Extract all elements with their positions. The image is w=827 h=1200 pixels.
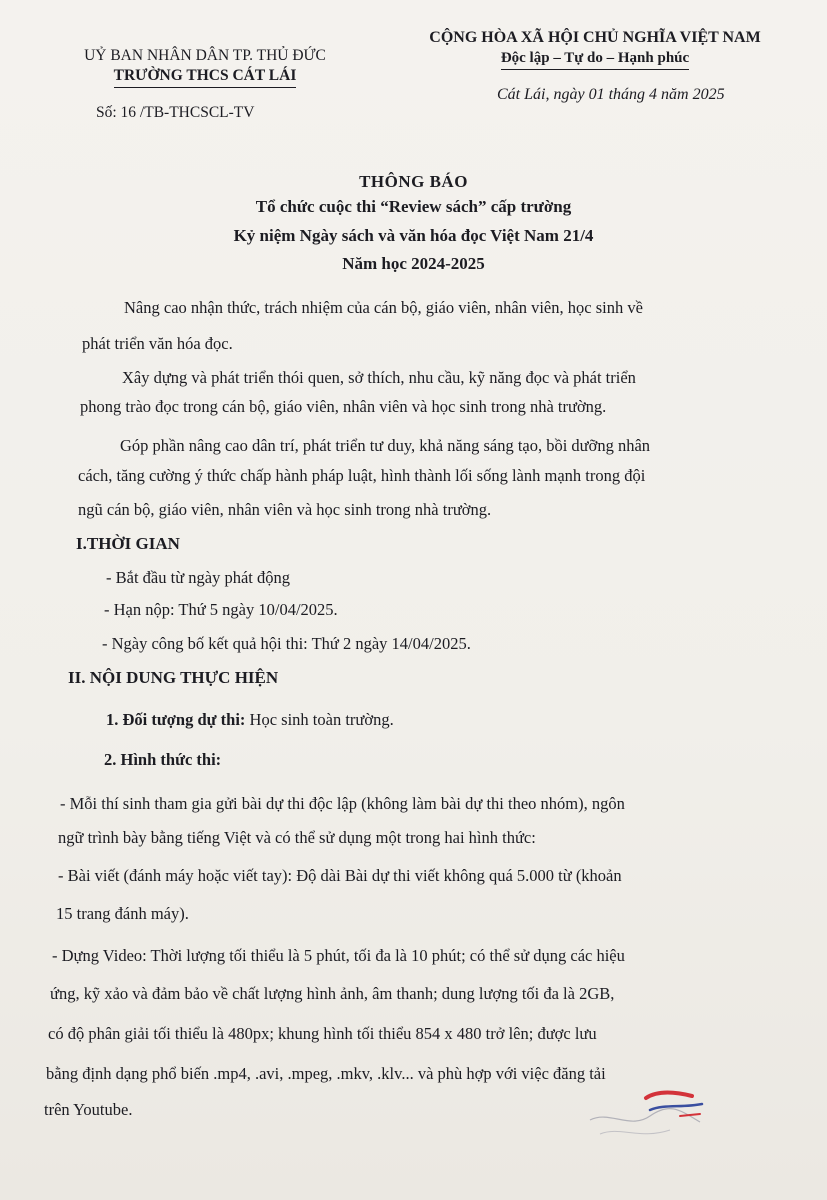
section2-bullet1-line2: ngữ trình bày bằng tiếng Việt và có thể sử dụng một trong hai hình thức: [58,828,536,847]
section2-bullet1-line1: - Mỗi thí sinh tham gia gửi bài dự thi độc lập (không làm bài dự thi theo nhóm), ngôn [60,794,625,813]
document-number: Số: 16 /TB-THCSCL-TV [96,104,255,121]
section2-bullet2-line2: 15 trang đánh máy). [56,904,189,923]
intro-p2-line2: phong trào đọc trong cán bộ, giáo viên, nhân viên và học sinh trong nhà trường. [80,397,607,416]
document-subtitle-3: Năm học 2024-2025 [342,254,485,273]
intro-p1-line2: phát triển văn hóa đọc. [82,334,233,353]
document-date: Cát Lái, ngày 01 tháng 4 năm 2025 [497,86,725,103]
section2-sub1-label: 1. Đối tượng dự thi: [106,710,246,729]
section1-item1: - Bắt đầu từ ngày phát động [106,568,290,587]
section2-sub2-label: 2. Hình thức thi: [104,750,222,769]
national-motto-block [385,28,805,70]
section2-bullet3-line1: - Dựng Video: Thời lượng tối thiểu là 5 phút, tối đa là 10 phút; có thể sử dụng các hiệu [52,946,625,965]
section1-heading: I.THỜI GIAN [76,534,180,553]
stamp-mark [640,1086,710,1122]
section2-sub1 [106,710,394,730]
intro-p2-line1: Xây dựng và phát triển thói quen, sở thích, nhu cầu, kỹ năng đọc và phát triển [122,368,636,387]
issuer-block [40,46,370,88]
intro-p3-line1: Góp phần nâng cao dân trí, phát triển tư duy, khả năng sáng tạo, bồi dưỡng nhân [120,436,651,455]
section2-bullet3-line4: bằng định dạng phổ biến .mp4, .avi, .mpeg, .mkv, .klv... và phù hợp với việc đăng tải [46,1064,606,1083]
intro-p3-line3: ngũ cán bộ, giáo viên, nhân viên và học sinh trong nhà trường. [78,500,492,519]
section1-item2: - Hạn nộp: Thứ 5 ngày 10/04/2025. [104,600,338,619]
issuer-school [40,66,370,88]
section2-bullet3-line5: trên Youtube. [44,1100,133,1119]
motto-wrap [385,48,805,70]
section2-bullet2-line1: - Bài viết (đánh máy hoặc viết tay): Độ dài Bài dự thi viết không quá 5.000 từ (khoản [58,866,622,885]
document-subtitle-1: Tổ chức cuộc thi “Review sách” cấp trường [255,197,572,216]
document-subtitle-2: Kỷ niệm Ngày sách và văn hóa đọc Việt Nam 21/4 [233,226,594,245]
section2-bullet3-line3: có độ phân giải tối thiểu là 480px; khung hình tối thiểu 854 x 480 trở lên; được lưu [48,1024,597,1043]
intro-p1-line1: Nâng cao nhận thức, trách nhiệm của cán bộ, giáo viên, nhân viên, học sinh về [124,298,643,317]
section2-bullet3-line2: ứng, kỹ xảo và đảm bảo về chất lượng hình ảnh, âm thanh; dung lượng tối đa là 2GB, [50,984,615,1003]
section2-sub1-text: Học sinh toàn trường. [245,710,394,729]
issuer-authority: UỶ BAN NHÂN DÂN TP. THỦ ĐỨC [84,47,326,64]
intro-p3-line2: cách, tăng cường ý thức chấp hành pháp luật, hình thành lối sống lành mạnh trong đội [78,466,646,485]
national-title: CỘNG HÒA XÃ HỘI CHỦ NGHĨA VIỆT NAM [429,29,761,46]
section2-heading: II. NỘI DUNG THỰC HIỆN [68,668,279,687]
national-motto: Độc lập – Tự do – Hạnh phúc [501,48,689,70]
document-title: THÔNG BÁO [359,172,468,191]
issuer-school-name: TRƯỜNG THCS CÁT LÁI [114,66,297,88]
section1-item3: - Ngày công bố kết quả hội thi: Thứ 2 ngày 14/04/2025. [102,634,471,653]
